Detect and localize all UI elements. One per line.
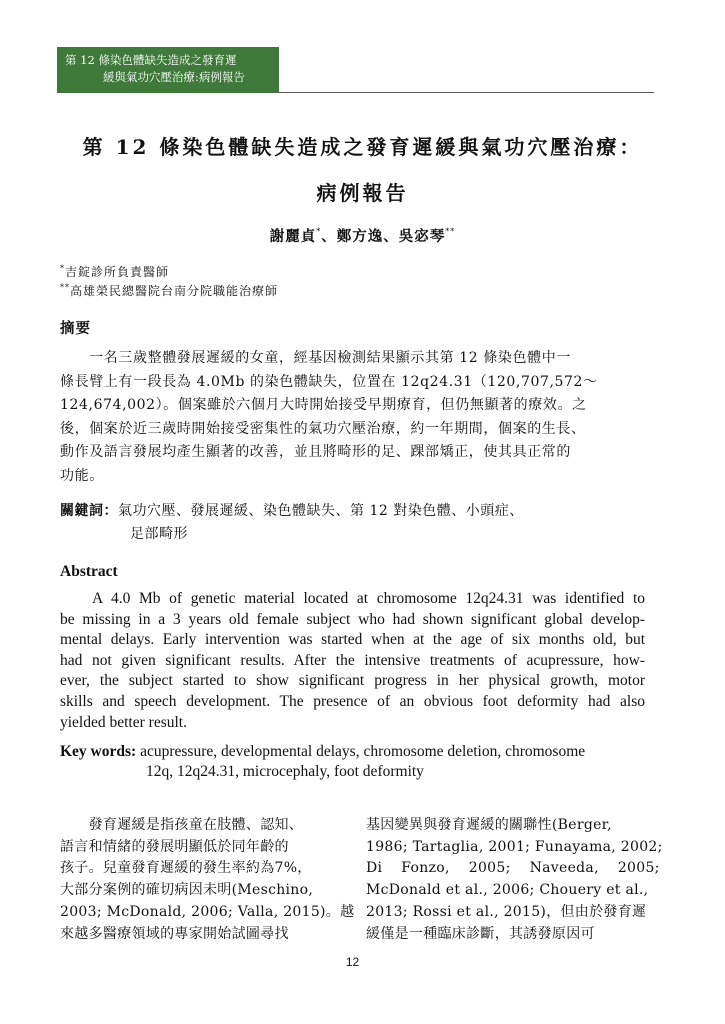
author-list xyxy=(0,225,725,246)
body-line: 大部分案例的確切病因未明(Meschino, xyxy=(60,882,314,899)
keywords-en-line-2: 12q, 12q24.31, microcephaly, foot deformity xyxy=(146,763,424,780)
running-header xyxy=(57,47,279,93)
affiliation xyxy=(60,282,278,299)
body-line: 基因變異與發育遲緩的關聯性(Berger, xyxy=(366,817,612,833)
abstract-zh-line: 功能。 xyxy=(60,467,104,484)
author-name: 謝麗貞 xyxy=(269,228,317,245)
body-line: 來越多醫療領域的專家開始試圖尋找 xyxy=(60,925,289,942)
body-line: 緩僅是一種臨床診斷，其誘發原因可 xyxy=(366,925,595,942)
body-line: McDonald et al., 2006; Chouery et al., xyxy=(366,882,649,899)
author-names-rest: 、鄭方逸、吳宓琴 xyxy=(321,228,446,245)
keywords-zh xyxy=(60,500,660,546)
abstract-zh-body xyxy=(60,347,645,488)
abstract-zh-line: 後，個案於近三歲時開始接受密集性的氣功穴壓治療，約一年期間，個案的生長、 xyxy=(60,420,586,437)
body-line: 語言和情緒的發展明顯低於同年齡的 xyxy=(60,838,289,855)
paper-title-line-1: 第 12 條染色體缺失造成之發育遲緩與氣功穴壓治療： xyxy=(82,135,643,159)
author-mark: ** xyxy=(445,227,456,236)
body-line: Di Fonzo, 2005; Naveeda, 2005; xyxy=(366,860,660,877)
abstract-en-line: mental delays. Early intervention was started when at the age of six months old, but xyxy=(60,631,645,649)
body-line: 2013; Rossi et al., 2015)，但由於發育遲 xyxy=(366,903,647,920)
running-header-line-1: 第 12 條染色體缺失造成之發育遲 xyxy=(65,53,237,67)
body-column-right xyxy=(366,815,663,945)
affiliation xyxy=(60,263,169,280)
abstract-en-body xyxy=(60,589,645,733)
abstract-en-line: be missing in a 3 years old female subject who had shown significant global develop- xyxy=(60,610,645,628)
abstract-en-line: skills and speech development. The presence of an obvious foot deformity had also xyxy=(60,692,645,710)
header-rule xyxy=(279,92,654,93)
keywords-en xyxy=(60,742,660,782)
affiliation-mark: * xyxy=(60,264,65,273)
author-mark: * xyxy=(316,227,322,236)
paper-title-line-2: 病例報告 xyxy=(316,181,409,205)
affiliation-text: 高雄榮民總醫院台南分院職能治療師 xyxy=(70,284,279,298)
body-line: 1986; Tartaglia, 2001; Funayama, 2002; xyxy=(366,838,663,855)
abstract-en-line: had not given significant results. After the intensive treatments of acupressure, how- xyxy=(60,651,645,669)
abstract-zh-line: 124,674,002）。個案雖於六個月大時開始接受早期療育，但仍無顯著的療效。之 xyxy=(60,397,587,413)
keywords-zh-label: 關鍵詞： xyxy=(60,503,118,519)
body-column-left xyxy=(60,815,355,945)
keywords-zh-line-1: 氣功穴壓、發展遲緩、染色體缺失、第 12 對染色體、小頭症、 xyxy=(118,503,524,519)
body-line: 2003; McDonald, 2006; Valla, 2015)。越 xyxy=(60,903,355,920)
abstract-en-heading: Abstract xyxy=(60,563,118,580)
abstract-zh-line: 動作及語言發展均產生顯著的改善，並且將畸形的足、踝部矯正，使其具正常的 xyxy=(60,444,571,460)
affiliation-mark: ** xyxy=(60,283,70,292)
abstract-en-line: yielded better result. xyxy=(60,713,187,731)
affiliation-text: 吉錠診所負責醫師 xyxy=(65,265,170,279)
body-line: 發育遲緩是指孩童在肢體、認知、 xyxy=(60,817,304,833)
keywords-en-line-1: acupressure, developmental delays, chromosome deletion, chromosome xyxy=(136,743,586,760)
running-header-line-2: 緩與氣功穴壓治療:病例報告 xyxy=(103,70,245,84)
page-number: 12 xyxy=(345,955,360,969)
abstract-zh-line: 條長臂上有一段長為 4.0Mb 的染色體缺失，位置在 12q24.31（120,707,572～ xyxy=(60,373,598,390)
keywords-zh-line-2: 足部畸形 xyxy=(130,526,188,542)
keywords-en-label: Key words: xyxy=(60,743,137,760)
abstract-en-line: ever, the subject started to show significant progress in her physical growth, motor xyxy=(60,672,645,690)
abstract-zh-heading: 摘要 xyxy=(60,320,91,337)
body-line: 孩子。兒童發育遲緩的發生率約為7%， xyxy=(60,860,312,877)
abstract-zh-line: 一名三歲整體發展遲緩的女童，經基因檢測結果顯示其第 12 條染色體中一 xyxy=(60,350,571,366)
abstract-en-line: A 4.0 Mb of genetic material located at chromosome 12q24.31 was identified to xyxy=(92,590,645,607)
